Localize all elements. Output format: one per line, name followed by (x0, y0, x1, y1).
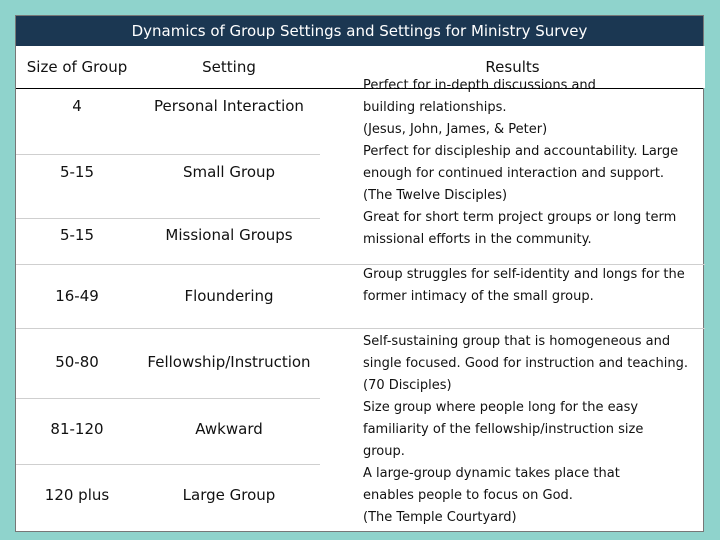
row-divider (16, 154, 320, 155)
size-cell: 50-80 (55, 353, 99, 371)
results-line: Self-sustaining group that is homogeneous and (363, 334, 671, 349)
row-divider (16, 398, 320, 399)
size-cell: 120 plus (44, 486, 110, 504)
results-line: enough for continued interaction and support. (363, 166, 665, 181)
setting-cell: Large Group (182, 486, 276, 504)
size-cell: 5-15 (59, 163, 95, 181)
row-divider (16, 328, 705, 329)
results-line: (70 Disciples) (363, 378, 452, 393)
results-line: Size group where people long for the easy (363, 400, 639, 415)
row-divider (16, 464, 320, 465)
results-line: A large-group dynamic takes place that (363, 466, 620, 481)
setting-cell: Floundering (184, 287, 274, 305)
header-setting: Setting (138, 46, 320, 88)
header-results: Results (320, 46, 705, 88)
size-cell: 81-120 (50, 420, 104, 438)
results-line: enables people to focus on God. (363, 488, 573, 503)
setting-cell: Awkward (195, 420, 263, 438)
results-line: (The Twelve Disciples) (363, 188, 508, 203)
size-cell: 16-49 (55, 287, 99, 305)
survey-table (15, 15, 704, 532)
row-divider (16, 218, 320, 219)
size-cell: 5-15 (59, 226, 95, 244)
results-line: former intimacy of the small group. (363, 289, 594, 304)
setting-cell: Small Group (182, 163, 276, 181)
table-title: Dynamics of Group Settings and Settings for Ministry Survey (16, 16, 703, 46)
results-text (363, 75, 678, 251)
results-text (363, 331, 688, 529)
header-size-of-group: Size of Group (16, 46, 138, 88)
results-line: (Jesus, John, James, & Peter) (363, 122, 548, 137)
setting-cell: Personal Interaction (154, 97, 304, 115)
results-line: building relationships. (363, 100, 507, 115)
results-text (363, 264, 685, 308)
setting-cell: Missional Groups (165, 226, 293, 244)
results-line: Group struggles for self-identity and longs for the (363, 267, 685, 282)
size-cell: 4 (72, 97, 82, 115)
results-line: single focused. Good for instruction and teaching. (363, 356, 688, 371)
results-line: familiarity of the fellowship/instruction size (363, 422, 644, 437)
results-line: group. (363, 444, 405, 459)
results-line: Perfect for in-depth discussions and (363, 78, 596, 93)
results-line: Perfect for discipleship and accountability. Large (363, 144, 679, 159)
results-line: (The Temple Courtyard) (363, 510, 517, 525)
results-line: Great for short term project groups or long term (363, 210, 677, 225)
setting-cell: Fellowship/Instruction (147, 353, 311, 371)
results-line: missional efforts in the community. (363, 232, 592, 247)
